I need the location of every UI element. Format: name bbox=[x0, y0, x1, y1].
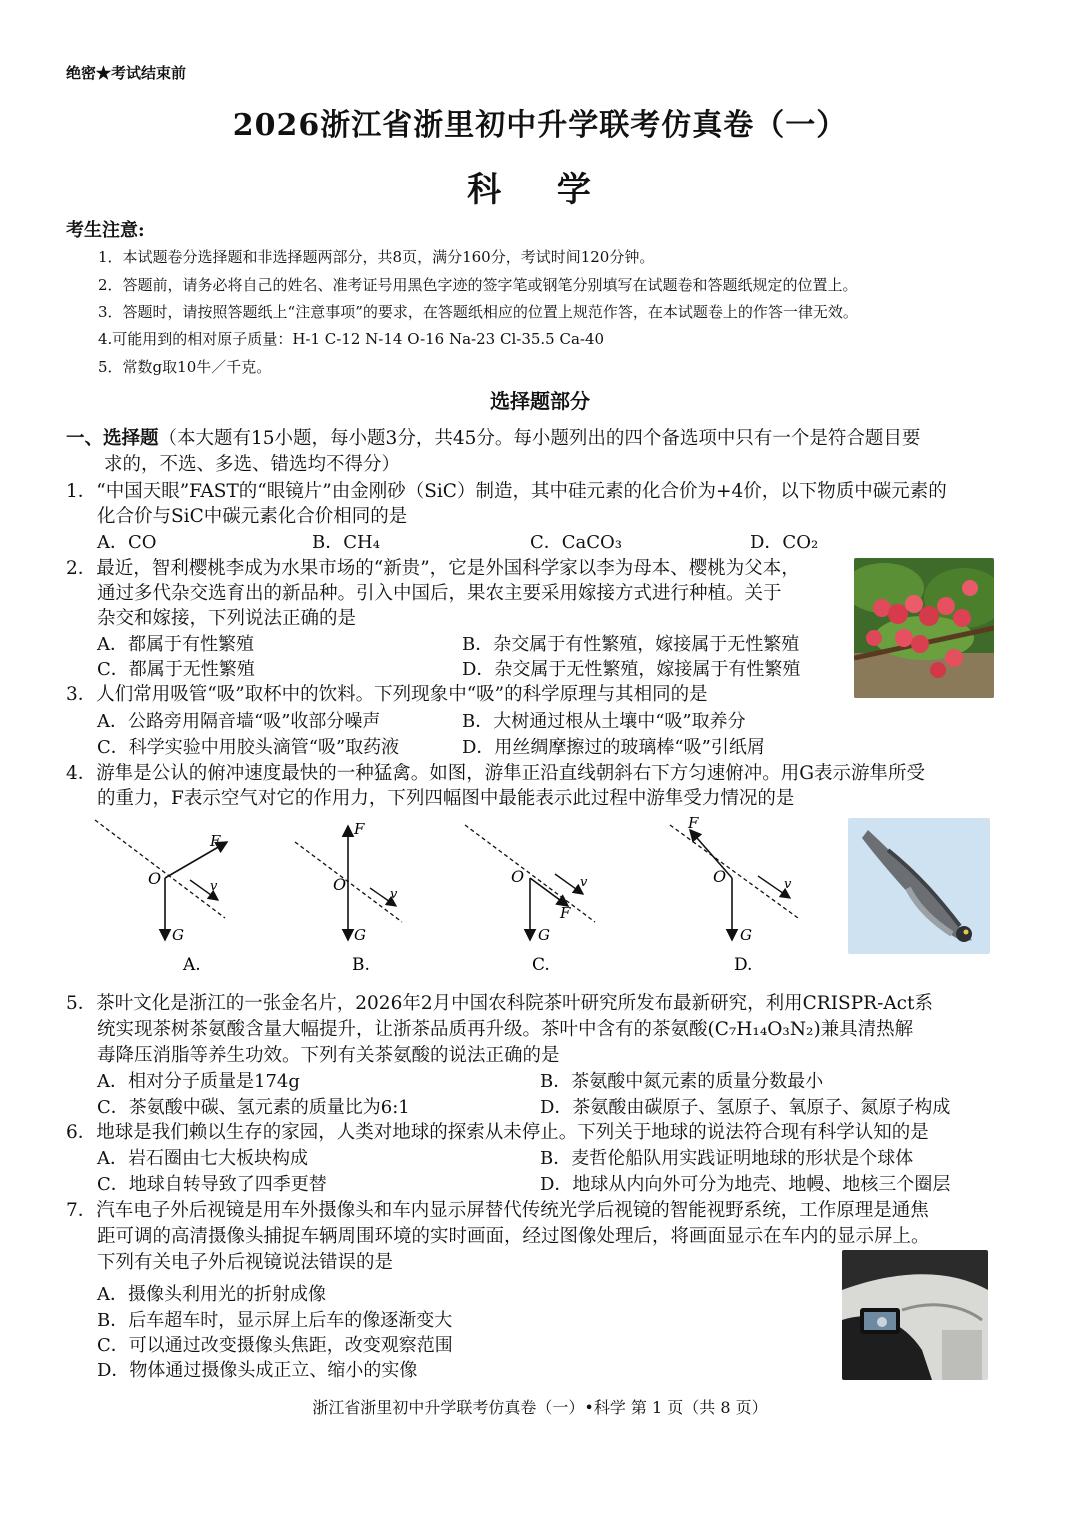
q5-stem-cont: 毒降压消脂等养生功效。下列有关茶氨酸的说法正确的是 bbox=[97, 1045, 560, 1066]
notice-item: 5．常数g取10牛／千克。 bbox=[98, 358, 272, 376]
velocity-arrow bbox=[555, 874, 583, 894]
q1-stem-cont: 化合价与SiC中碳元素化合价相同的是 bbox=[97, 506, 408, 527]
q5-option-c: C．茶氨酸中碳、氢元素的质量比为6:1 bbox=[97, 1097, 410, 1118]
diagram-b bbox=[295, 820, 402, 975]
part-instructions: （本大题有15小题，每小题3分，共45分。每小题列出的四个备选项中只有一个是符合题目要 bbox=[158, 428, 921, 449]
notice-heading: 考生注意: bbox=[66, 220, 145, 241]
notice-item: 2．答题前，请务必将自己的姓名、准考证号用黑色字迹的签字笔或钢笔分别填写在试题卷和答题纸规定的位置上。 bbox=[98, 276, 858, 294]
force-diagrams bbox=[90, 810, 850, 980]
q7-stem-cont: 距可调的高清摄像头捕捉车辆周围环境的实时画面，经过图像处理后，将画面显示在车内的显示屏上。 bbox=[97, 1226, 930, 1247]
label-o: O bbox=[713, 867, 727, 886]
q6-option-b: B．麦哲伦船队用实践证明地球的形状是个球体 bbox=[540, 1148, 914, 1169]
q2-option-d: D．杂交属于无性繁殖，嫁接属于有性繁殖 bbox=[462, 659, 801, 680]
car-mirror-illustration bbox=[842, 1250, 988, 1380]
q5-option-b: B．茶氨酸中氮元素的质量分数最小 bbox=[540, 1071, 824, 1092]
diagram-d bbox=[670, 814, 798, 975]
q6-option-d: D．地球从内向外可分为地壳、地幔、地核三个圈层 bbox=[540, 1174, 951, 1195]
diagram-label-b: B. bbox=[352, 955, 370, 975]
q6-stem: 6．地球是我们赖以生存的家园，人类对地球的探索从未停止。下列关于地球的说法符合现有科学认知的是 bbox=[66, 1122, 929, 1143]
label-f: F bbox=[560, 904, 571, 922]
diagram-label-c: C. bbox=[532, 955, 550, 975]
label-v: v bbox=[390, 887, 398, 902]
label-f: F bbox=[688, 814, 699, 832]
q2-option-c: C．都属于无性繁殖 bbox=[97, 659, 255, 680]
cherry-plum-illustration bbox=[854, 558, 994, 698]
falcon-illustration bbox=[848, 818, 990, 954]
q1-option-a: A．CO bbox=[97, 532, 157, 553]
part-label: 一、选择题 bbox=[66, 428, 159, 449]
subject-title: 科 学 bbox=[467, 170, 613, 210]
q5-stem-cont: 统实现茶树茶氨酸含量大幅提升，让浙茶品质再升级。茶叶中含有的茶氨酸(C₇H₁₄O₃N₂)兼具清热解 bbox=[97, 1019, 914, 1040]
q1-option-b: B．CH₄ bbox=[312, 532, 380, 553]
falcon-photo bbox=[848, 818, 990, 954]
q7-option-a: A．摄像头利用光的折射成像 bbox=[97, 1284, 326, 1305]
q7-stem: 7．汽车电子外后视镜是用车外摄像头和车内显示屏替代传统光学后视镜的智能视野系统，工作原理是通焦 bbox=[66, 1200, 929, 1221]
q1-option-d: D．CO₂ bbox=[750, 532, 819, 553]
label-o: O bbox=[148, 869, 162, 888]
q3-option-d: D．用丝绸摩擦过的玻璃棒“吸”引纸屑 bbox=[462, 737, 765, 758]
confidential-label: 绝密★考试结束前 bbox=[66, 64, 187, 82]
notice-item: 3．答题时，请按照答题纸上“注意事项”的要求，在答题纸相应的位置上规范作答，在本试题卷上的作答一律无效。 bbox=[98, 303, 858, 321]
label-g: G bbox=[172, 926, 184, 944]
label-v: v bbox=[784, 877, 792, 892]
label-f: F bbox=[354, 820, 365, 838]
diagram-c bbox=[465, 825, 595, 975]
cherry-plum-photo bbox=[854, 558, 994, 698]
q1-stem: 1．“中国天眼”FAST的“眼镜片”由金刚砂（SiC）制造，其中硅元素的化合价为+4价，以下物质中碳元素的 bbox=[66, 481, 947, 502]
q6-option-c: C．地球自转导致了四季更替 bbox=[97, 1174, 327, 1195]
notice-item: 4.可能用到的相对原子质量：H-1 C-12 N-14 O-16 Na-23 Cl-35.5 Ca-40 bbox=[98, 330, 605, 348]
trajectory-line bbox=[670, 825, 798, 918]
label-g: G bbox=[740, 926, 752, 944]
q2-stem: 2．最近，智利樱桃李成为水果市场的“新贵”，它是外国科学家以李为母本、樱桃为父本， bbox=[66, 558, 800, 579]
part-instructions-cont: 求的，不选、多选、错选均不得分） bbox=[104, 454, 401, 475]
car-mirror-photo bbox=[842, 1250, 988, 1380]
exam-title: 2026浙江省浙里初中升学联考仿真卷（一） bbox=[232, 108, 848, 143]
page-footer: 浙江省浙里初中升学联考仿真卷（一）•科学 第 1 页（共 8 页） bbox=[312, 1398, 768, 1417]
q5-option-d: D．茶氨酸由碳原子、氢原子、氧原子、氮原子构成 bbox=[540, 1097, 951, 1118]
q2-option-b: B．杂交属于有性繁殖，嫁接属于无性繁殖 bbox=[462, 634, 800, 655]
q7-option-b: B．后车超车时，显示屏上后车的像逐渐变大 bbox=[97, 1310, 453, 1331]
q3-option-c: C．科学实验中用胶头滴管“吸”取药液 bbox=[97, 737, 400, 758]
q7-option-c: C．可以通过改变摄像头焦距，改变观察范围 bbox=[97, 1335, 453, 1356]
label-o: O bbox=[511, 867, 525, 886]
q2-stem-cont: 杂交和嫁接，下列说法正确的是 bbox=[97, 608, 357, 629]
label-o: O bbox=[333, 875, 347, 894]
label-g: G bbox=[538, 926, 550, 944]
label-f: F bbox=[210, 832, 221, 850]
q2-stem-cont: 通过多代杂交选育出的新品种。引入中国后，果农主要采用嫁接方式进行种植。关于 bbox=[97, 583, 782, 604]
q7-stem-cont: 下列有关电子外后视镜说法错误的是 bbox=[97, 1252, 394, 1273]
q2-option-a: A．都属于有性繁殖 bbox=[97, 634, 254, 655]
q3-option-a: A．公路旁用隔音墙“吸”收部分噪声 bbox=[97, 711, 381, 732]
diagram-label-d: D. bbox=[734, 955, 753, 975]
diagram-a bbox=[95, 820, 227, 975]
part-heading bbox=[66, 424, 920, 450]
label-g: G bbox=[354, 926, 366, 944]
q5-stem: 5．茶叶文化是浙江的一张金名片，2026年2月中国农科院茶叶研究所发布最新研究，利用CRISPR-Act系 bbox=[66, 993, 933, 1014]
q5-option-a: A．相对分子质量是174g bbox=[97, 1071, 300, 1092]
q6-option-a: A．岩石圈由七大板块构成 bbox=[97, 1148, 308, 1169]
force-f-arrow bbox=[530, 878, 568, 906]
q3-stem: 3．人们常用吸管“吸”取杯中的饮料。下列现象中“吸”的科学原理与其相同的是 bbox=[66, 684, 708, 705]
q4-stem-cont: 的重力，F表示空气对它的作用力，下列四幅图中最能表示此过程中游隼受力情况的是 bbox=[97, 788, 795, 809]
q7-option-d: D．物体通过摄像头成正立、缩小的实像 bbox=[97, 1360, 418, 1381]
diagram-label-a: A. bbox=[183, 955, 201, 975]
section-heading: 选择题部分 bbox=[490, 389, 590, 413]
notice-item: 1．本试题卷分选择题和非选择题两部分，共8页，满分160分，考试时间120分钟。 bbox=[98, 248, 655, 266]
q3-option-b: B．大树通过根从土壤中“吸”取养分 bbox=[462, 711, 746, 732]
label-v: v bbox=[210, 879, 218, 894]
q1-option-c: C．CaCO₃ bbox=[530, 532, 623, 553]
label-v: v bbox=[580, 875, 588, 890]
q4-stem: 4．游隼是公认的俯冲速度最快的一种猛禽。如图，游隼正沿直线朝斜右下方匀速俯冲。用G表示游隼所受 bbox=[66, 763, 926, 784]
